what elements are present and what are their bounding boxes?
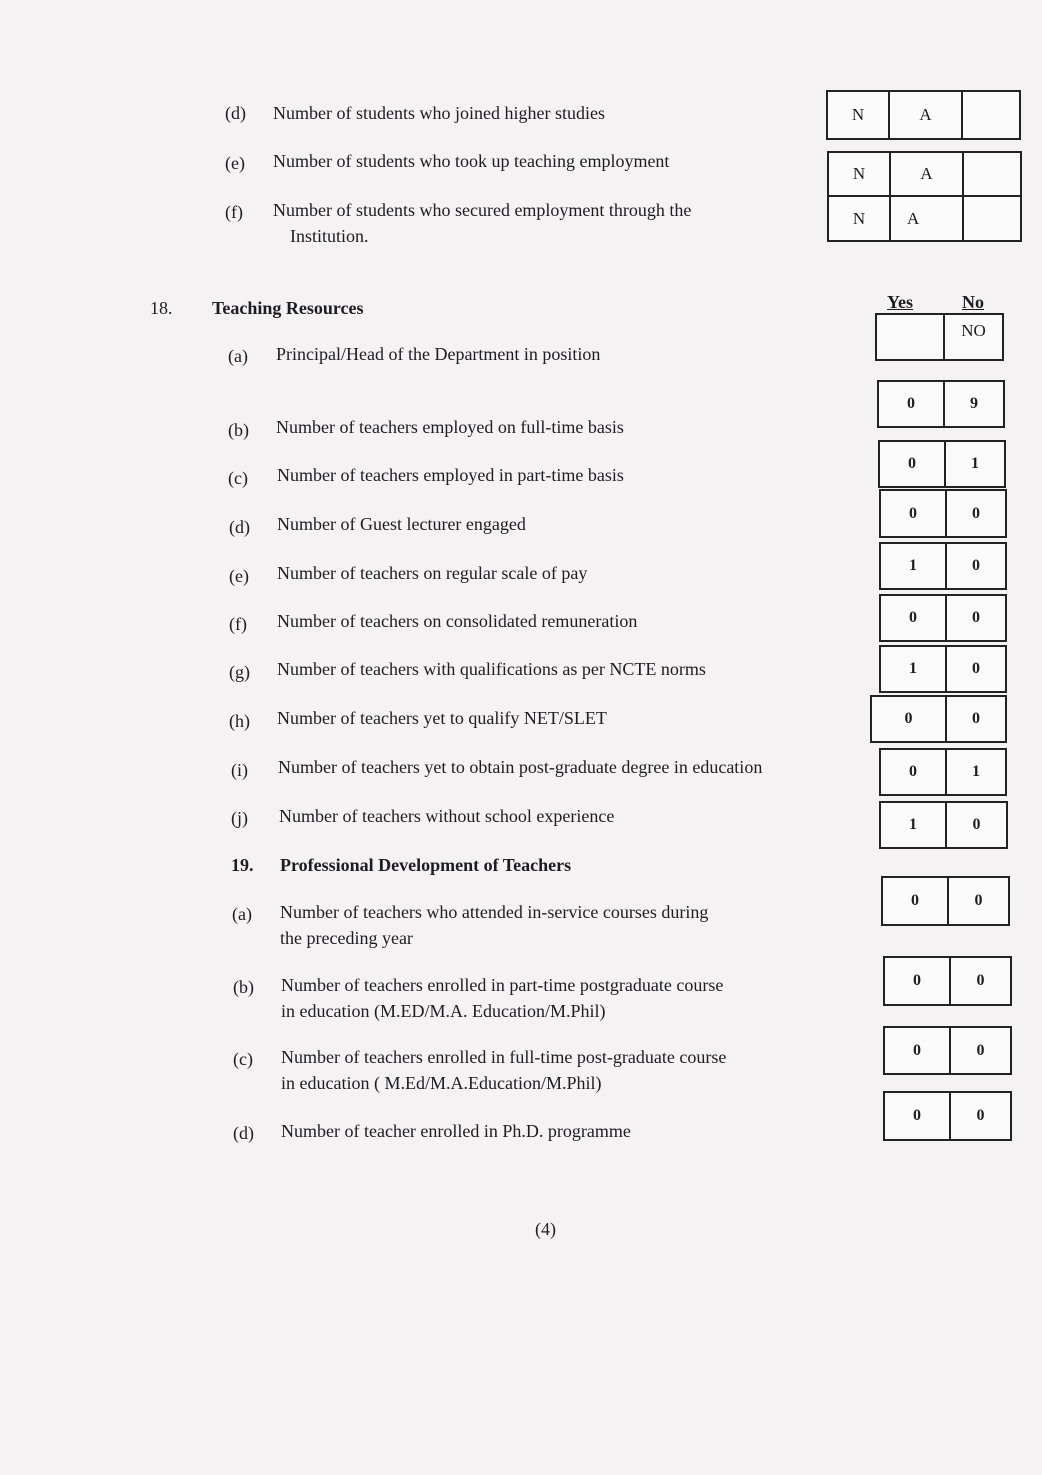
item-19d-box	[883, 1091, 1012, 1141]
item-18i-letter: (i)	[231, 760, 248, 780]
item-18d-yes: 0	[909, 504, 917, 522]
item-17f-cell-1: N	[852, 208, 866, 228]
item-19c-text: Number of teachers enrolled in full-time post-graduate course	[281, 1047, 727, 1067]
item-18h-yes: 0	[904, 710, 913, 727]
item-19a-box	[881, 876, 1010, 926]
item-18f-box	[879, 594, 1007, 642]
item-17e-letter: (e)	[225, 153, 245, 173]
item-18j-letter: (j)	[231, 808, 248, 828]
item-18j-text: Number of teachers without school experience	[279, 806, 615, 826]
item-18f-no: 0	[945, 596, 1005, 640]
item-18d-no: 0	[945, 491, 1005, 536]
item-17f-cell-3	[962, 197, 1020, 240]
section-19-title: Professional Development of Teachers	[280, 855, 572, 875]
item-19b-text: Number of teachers enrolled in part-time postgraduate course	[281, 975, 724, 995]
item-19c-text-cont: in education ( M.Ed/M.A.Education/M.Phil)	[281, 1073, 602, 1093]
item-18a-no: NO	[943, 315, 1002, 359]
item-19b-text-cont: in education (M.ED/M.A. Education/M.Phil)	[281, 1001, 606, 1021]
item-18a-yes	[877, 315, 943, 359]
item-18c-no: 1	[944, 442, 1004, 486]
item-19d-yes: 0	[913, 1107, 921, 1124]
item-17d-cell-2: A	[888, 92, 961, 138]
item-17e-cell-1: N	[852, 164, 866, 183]
item-19c-no: 0	[949, 1028, 1010, 1073]
section-18-number: 18.	[150, 298, 173, 318]
item-18a-text: Principal/Head of the Department in position	[276, 344, 601, 364]
item-18f-yes: 0	[909, 609, 917, 626]
item-17e-cell-3	[962, 153, 1020, 195]
item-18f-letter: (f)	[229, 614, 247, 634]
item-17d-cell-3	[961, 92, 1019, 138]
item-17f-box	[827, 195, 1022, 242]
item-19c-letter: (c)	[233, 1049, 253, 1069]
item-17f-text-cont: Institution.	[290, 226, 369, 246]
item-18e-box	[879, 542, 1007, 590]
item-18b-letter: (b)	[228, 420, 249, 440]
item-17f-letter: (f)	[225, 202, 243, 222]
page-number: (4)	[535, 1219, 556, 1239]
item-18i-box	[879, 748, 1007, 796]
no-column-header: No	[962, 292, 984, 312]
item-19b-yes: 0	[913, 972, 921, 989]
yes-column-header: Yes	[887, 292, 913, 312]
item-18c-yes: 0	[908, 455, 916, 472]
item-18g-yes: 1	[909, 660, 917, 677]
item-18e-no: 0	[945, 544, 1005, 588]
item-18g-letter: (g)	[229, 662, 250, 682]
item-19a-letter: (a)	[232, 904, 252, 924]
section-18-title: Teaching Resources	[212, 298, 364, 318]
item-18i-yes: 0	[909, 763, 917, 780]
item-18b-yes: 0	[907, 395, 915, 412]
item-18j-box	[879, 801, 1008, 849]
item-17d-cell-1: N	[851, 105, 865, 124]
item-18a-letter: (a)	[228, 346, 248, 366]
item-17e-text: Number of students who took up teaching employment	[273, 151, 670, 171]
item-18i-text: Number of teachers yet to obtain post-graduate degree in education	[278, 757, 763, 777]
item-18c-letter: (c)	[228, 468, 248, 488]
item-18a-box	[875, 313, 1004, 361]
item-17d-letter: (d)	[225, 103, 246, 123]
item-18j-no: 0	[945, 803, 1006, 847]
section-19-number: 19.	[231, 855, 254, 875]
item-19b-box	[883, 956, 1012, 1006]
item-19a-no: 0	[947, 878, 1008, 924]
item-18d-letter: (d)	[229, 517, 250, 537]
item-19d-text: Number of teacher enrolled in Ph.D. programme	[281, 1121, 631, 1141]
item-18g-text: Number of teachers with qualifications as per NCTE norms	[277, 659, 706, 679]
item-17f-text: Number of students who secured employment through the	[273, 200, 692, 220]
item-18b-text: Number of teachers employed on full-time basis	[276, 417, 624, 437]
item-18h-box	[870, 695, 1007, 743]
item-17e-cell-2: A	[889, 153, 962, 195]
item-17e-box	[827, 151, 1022, 197]
item-18c-box	[878, 440, 1006, 488]
item-18e-yes: 1	[909, 557, 917, 574]
item-18i-no: 1	[945, 750, 1005, 794]
item-18b-box	[877, 380, 1005, 428]
item-19c-box	[883, 1026, 1012, 1075]
item-18d-box	[879, 489, 1007, 538]
item-17d-box	[826, 90, 1021, 140]
item-18b-no: 9	[943, 382, 1003, 426]
item-19a-text: Number of teachers who attended in-service courses during	[280, 902, 709, 922]
item-18e-text: Number of teachers on regular scale of pay	[277, 563, 588, 583]
item-19a-yes: 0	[911, 892, 919, 909]
item-18e-letter: (e)	[229, 566, 249, 586]
item-19d-letter: (d)	[233, 1123, 254, 1143]
item-17d-text: Number of students who joined higher studies	[273, 103, 605, 123]
item-18g-box	[879, 645, 1007, 693]
item-18h-no: 0	[945, 697, 1005, 741]
item-18h-letter: (h)	[229, 711, 250, 731]
item-19c-yes: 0	[913, 1041, 921, 1059]
item-19a-text-cont: the preceding year	[280, 928, 413, 948]
item-19d-no: 0	[949, 1093, 1010, 1139]
item-19b-no: 0	[949, 958, 1010, 1004]
item-18f-text: Number of teachers on consolidated remuneration	[277, 611, 638, 631]
item-18h-text: Number of teachers yet to qualify NET/SLET	[277, 708, 607, 728]
item-18c-text: Number of teachers employed in part-time basis	[277, 465, 624, 485]
item-18g-no: 0	[945, 647, 1005, 691]
item-18j-yes: 1	[909, 816, 917, 833]
item-18d-text: Number of Guest lecturer engaged	[277, 514, 526, 534]
item-19b-letter: (b)	[233, 977, 254, 997]
item-17f-cell-2: A	[889, 197, 962, 240]
